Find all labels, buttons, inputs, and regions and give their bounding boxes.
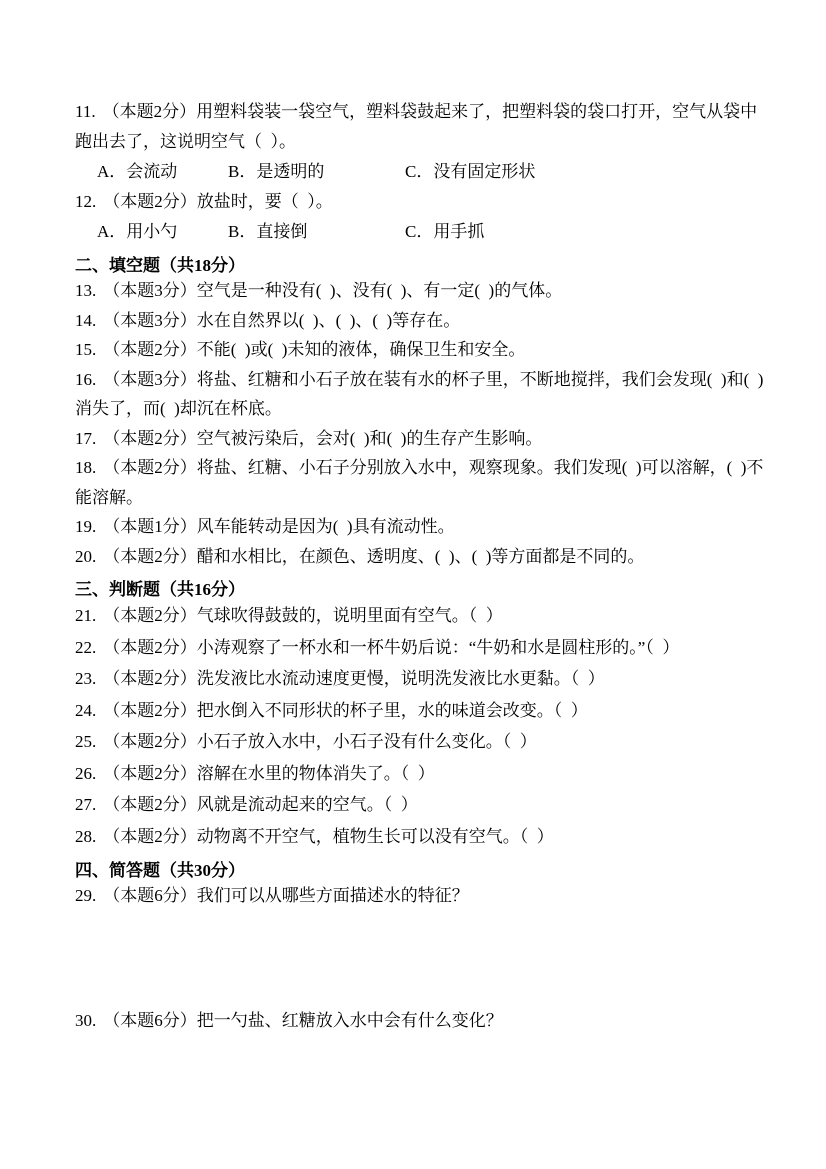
question-20-number: 20. [75,546,97,566]
question-14-text: 水在自然界以( )、( )、( )等存在。 [196,310,461,330]
question-15 [75,335,768,365]
question-18-number: 18. [75,458,97,477]
question-16-points: （本题3分） [103,369,197,389]
question-18-text: 将盐、红糖、小石子分别放入水中，观察现象。我们发现( )可以溶解，( )不能溶解。 [75,458,764,507]
question-12-option-b: B．直接倒 [228,222,308,241]
section-header-short-answer: 四、简答题（共30分） [75,861,245,880]
question-26 [75,758,768,790]
question-11 [75,97,768,157]
answer-space-29 [75,911,768,1006]
section-header-fill-in: 二、填空题（共18分） [75,256,245,275]
question-13-points: （本题3分） [103,281,197,300]
question-22-text: 小涛观察了一杯水和一杯牛奶后说：“牛奶和水是圆柱形的。”（ ） [196,637,680,657]
question-17-number: 17. [75,428,97,448]
question-25-number: 25. [75,732,97,751]
question-21 [75,600,768,632]
question-29-number: 29. [75,886,97,905]
section-header-judgment: 三、判断题（共16分） [75,580,245,599]
question-19 [75,512,768,542]
question-23 [75,663,768,695]
question-30-points: （本题6分） [103,1011,197,1030]
question-29-points: （本题6分） [103,886,197,905]
section-choice-continued [75,97,768,247]
question-21-points: （本题2分） [103,606,197,625]
question-22-number: 22. [75,637,97,657]
question-11-text: 用塑料袋装一袋空气，塑料袋鼓起来了，把塑料袋的袋口打开，空气从袋中跑出去了，这说明空气（ ）。 [75,102,758,151]
question-16 [75,365,768,424]
question-24-points: （本题2分） [103,700,197,720]
question-11-option-b: B．是透明的 [228,162,325,181]
question-25 [75,726,768,758]
question-24-number: 24. [75,700,97,720]
question-14 [75,306,768,336]
question-19-number: 19. [75,517,97,536]
question-17-points: （本题2分） [103,428,197,448]
question-17-text: 空气被污染后，会对( )和( )的生存产生影响。 [196,428,543,448]
question-20-points: （本题2分） [103,546,197,566]
question-24-text: 把水倒入不同形状的杯子里，水的味道会改变。（ ） [196,700,588,720]
question-21-number: 21. [75,606,97,625]
question-26-number: 26. [75,763,97,783]
question-29-text: 我们可以从哪些方面描述水的特征？ [196,886,469,905]
question-28 [75,821,768,853]
question-20 [75,542,768,572]
question-11-options [75,157,768,187]
question-22 [75,632,768,664]
question-23-text: 洗发液比水流动速度更慢，说明洗发液比水更黏。（ ） [196,669,605,688]
question-13 [75,276,768,306]
question-27-number: 27. [75,795,97,814]
question-12-options [75,217,768,247]
question-18-points: （本题2分） [103,458,197,477]
question-16-text: 将盐、红糖和小石子放在装有水的杯子里，不断地搅拌，我们会发现( )和( )消失了，而( )却沉在杯底。 [75,369,764,418]
section-judgment [75,579,768,852]
question-26-text: 溶解在水里的物体消失了。（ ） [196,763,435,783]
question-11-option-c: C．没有固定形状 [405,162,536,181]
question-14-points: （本题3分） [103,310,197,330]
question-11-option-a: A．会流动 [97,162,178,181]
question-30-text: 把一勺盐、红糖放入水中会有什么变化？ [196,1011,503,1030]
question-12-option-c: C．用手抓 [405,222,485,241]
section-short-answer [75,860,768,1036]
question-26-points: （本题2分） [103,763,197,783]
question-24 [75,695,768,727]
question-25-points: （本题2分） [103,732,197,751]
question-27 [75,789,768,821]
question-15-text: 不能( )或( )未知的液体，确保卫生和安全。 [196,340,526,359]
question-11-number: 11. [75,102,96,121]
question-21-text: 气球吹得鼓鼓的，说明里面有空气。（ ） [196,606,503,625]
question-23-number: 23. [75,669,97,688]
question-12-number: 12. [75,192,97,211]
question-15-number: 15. [75,340,97,359]
question-19-text: 风车能转动是因为( )具有流动性。 [196,517,455,536]
question-28-text: 动物离不开空气，植物生长可以没有空气。（ ） [196,826,554,846]
question-12-option-a: A．用小勺 [97,222,178,241]
question-14-number: 14. [75,310,97,330]
question-28-number: 28. [75,826,97,846]
question-15-points: （本题2分） [103,340,197,359]
question-12-points: （本题2分） [103,192,197,211]
question-19-points: （本题1分） [103,517,197,536]
question-30-number: 30. [75,1011,97,1030]
question-12 [75,187,768,217]
question-11-points: （本题2分） [102,102,197,121]
question-17 [75,424,768,454]
question-27-points: （本题2分） [103,795,197,814]
question-22-points: （本题2分） [103,637,197,657]
question-12-text: 放盐时，要（ ）。 [196,192,333,211]
question-16-number: 16. [75,369,97,389]
question-13-number: 13. [75,281,97,300]
section-fill-in [75,255,768,571]
question-13-text: 空气是一种没有( )、没有( )、有一定( )的气体。 [196,281,563,300]
question-28-points: （本题2分） [103,826,197,846]
question-30 [75,1006,768,1036]
question-27-text: 风就是流动起来的空气。（ ） [196,795,418,814]
question-20-text: 醋和水相比，在颜色、透明度、( )、( )等方面都是不同的。 [196,546,645,566]
question-25-text: 小石子放入水中，小石子没有什么变化。（ ） [196,732,537,751]
question-29 [75,881,768,911]
question-18 [75,453,768,512]
question-23-points: （本题2分） [103,669,197,688]
